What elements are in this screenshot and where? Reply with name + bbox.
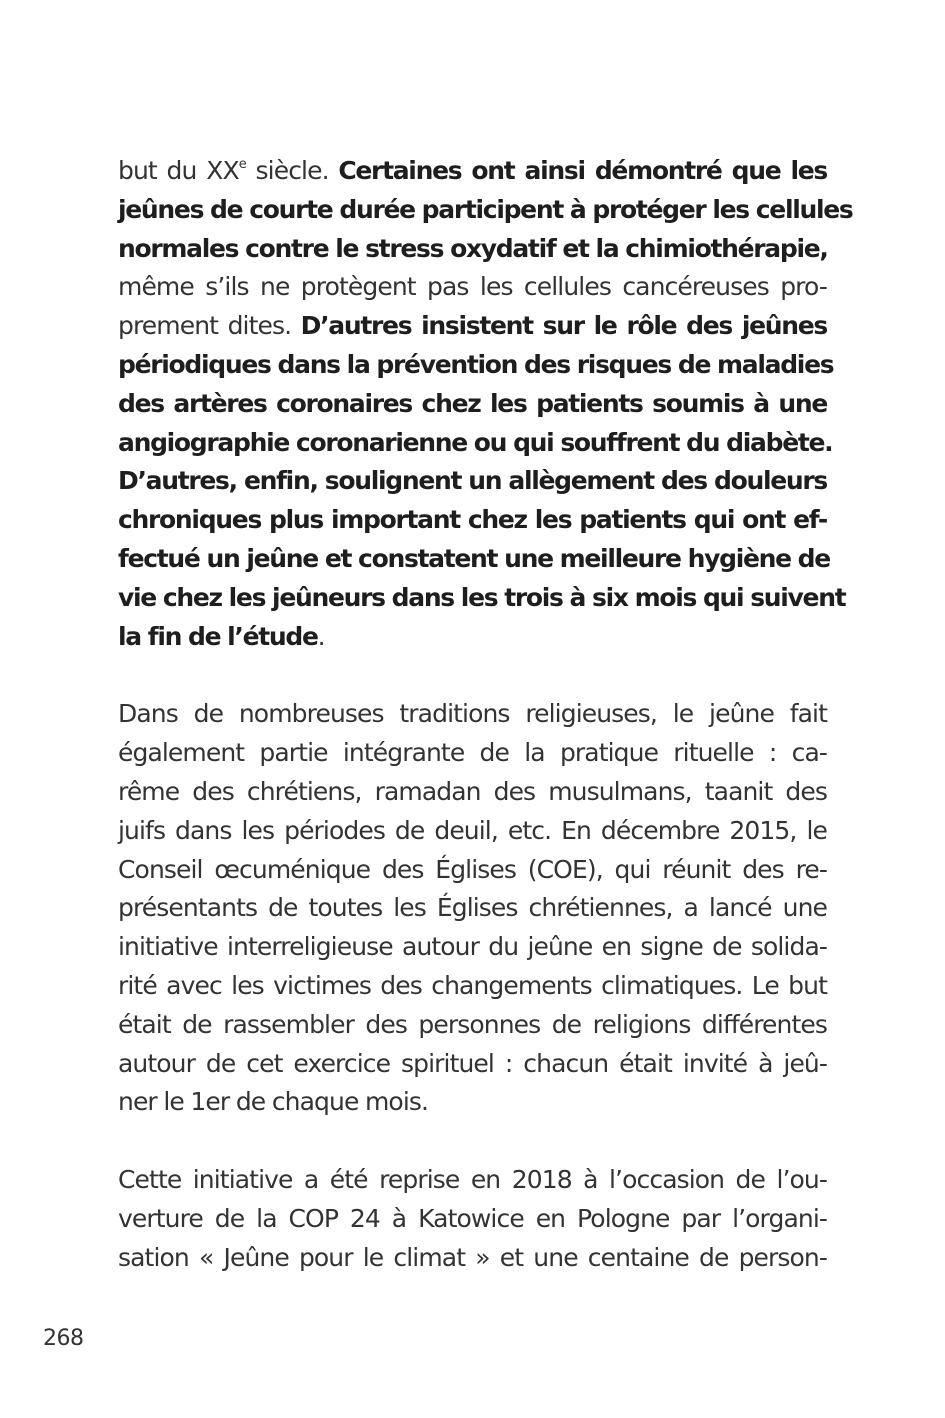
- text-line: était de rassembler des personnes de religions différentes: [118, 1009, 827, 1039]
- text-line: verture de la COP 24 à Katowice en Pologne par l’organi-: [118, 1203, 827, 1233]
- text-run: but du XX: [118, 156, 239, 185]
- paragraph-gap: [118, 656, 827, 695]
- emphasized-text: la fin de l’étude: [118, 621, 318, 651]
- paragraph-religious-traditions: [118, 695, 827, 1122]
- text-line: même s’ils ne protègent pas les cellules cancéreuses pro-: [118, 272, 827, 302]
- text-line: juifs dans les périodes de deuil, etc. En décembre 2015, le: [118, 815, 827, 845]
- text-line: présentants de toutes les Églises chrétiennes, a lancé une: [118, 893, 827, 923]
- text-line: ner le 1er de chaque mois.: [118, 1087, 429, 1117]
- emphasized-text: Certaines ont ainsi démontré que les: [338, 156, 827, 185]
- text-line: autour de cet exercice spirituel : chacun était invité à jeû-: [118, 1048, 827, 1078]
- text-line: sation « Jeûne pour le climat » et une centaine de person-: [118, 1242, 827, 1272]
- text-line: des artères coronaires chez les patients soumis à une: [118, 388, 827, 418]
- text-line: Cette initiative a été reprise en 2018 à l’occasion de l’ou-: [118, 1165, 827, 1195]
- text-line: périodiques dans la prévention des risques de maladies: [118, 349, 834, 379]
- text-line: normales contre le stress oxydatif et la chimiothérapie,: [118, 233, 828, 263]
- emphasized-text: D’autres insistent sur le rôle des jeûnes: [300, 311, 827, 341]
- text-line: angiographie coronarienne ou qui souffrent du diabète.: [118, 427, 833, 457]
- text-line: vie chez les jeûneurs dans les trois à six mois qui suivent: [118, 582, 846, 612]
- paragraph-cop24-initiative: [118, 1161, 827, 1277]
- text-line: [118, 618, 827, 657]
- text-run: .: [317, 621, 325, 651]
- text-line: D’autres, enfin, soulignent un allègement des douleurs: [118, 466, 827, 496]
- text-line: rême des chrétiens, ramadan des musulmans, taanit des: [118, 776, 827, 806]
- paragraph-research-findings: [118, 152, 853, 656]
- text-line: [118, 307, 827, 346]
- superscript: e: [238, 157, 246, 172]
- text-line: jeûnes de courte durée participent à protéger les cellules: [118, 194, 853, 224]
- text-line: rité avec les victimes des changements climatiques. Le but: [118, 970, 827, 1000]
- text-line: également partie intégrante de la pratique rituelle : ca-: [118, 738, 827, 768]
- text-run: prement dites.: [118, 311, 301, 341]
- text-line: [118, 152, 827, 191]
- paragraph-gap: [118, 1122, 827, 1161]
- text-run: siècle.: [245, 156, 339, 185]
- text-line: Dans de nombreuses traditions religieuses, le jeûne fait: [118, 699, 827, 729]
- text-line: fectué un jeûne et constatent une meilleure hygiène de: [118, 543, 830, 573]
- page-text-block: [118, 152, 853, 1278]
- page-number: 268: [43, 1326, 84, 1351]
- text-line: Conseil œcuménique des Églises (COE), qui réunit des re-: [118, 854, 827, 884]
- text-line: initiative interreligieuse autour du jeûne en signe de solida-: [118, 932, 827, 962]
- text-line: chroniques plus important chez les patients qui ont ef-: [118, 505, 827, 535]
